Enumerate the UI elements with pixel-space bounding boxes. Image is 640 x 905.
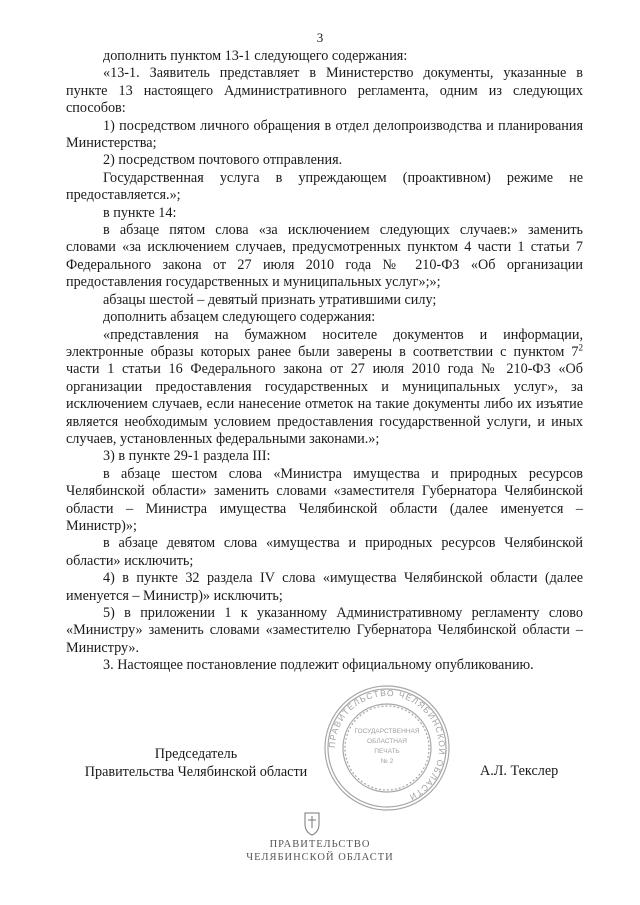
paragraph: 4) в пункте 32 раздела IV слова «имущества Челябинской области (далее именуется – Министр)» исключить; [66,570,583,604]
paragraph: 2) посредством почтового отправления. [103,152,343,169]
footer-organization [0,838,640,864]
stamp-outer-text: ПРАВИТЕЛЬСТВО ЧЕЛЯБИНСКОЙ ОБЛАСТИ [326,687,448,803]
paragraph: в абзаце пятом слова «за исключением следующих случаев:» заменить словами «за исключением случаев, предусмотренных пунктом 4 части 1 статьи 7 Федерального закона от 27 июля 2010 года № 210-ФЗ «Об организации предоставления государственных и муниципальных услуг»;»; [66,222,583,291]
signatory-title-line: Председатель [154,746,238,762]
text-segment: части 1 статьи 16 Федерального закона от 27 июля 2010 года № 210-ФЗ «Об организации предоставления государственных и муниципальных услуг», за исключением случаев, если нанесение отметок на такие документы либо их изъятие является необходимым условием предоставления государственной услуги, и иных случаев, установленных федеральными законами.»; [66,361,583,447]
signatory-title [66,745,326,781]
document-body [66,48,583,675]
paragraph: в абзаце шестом слова «Министра имущества и природных ресурсов Челябинской области» заменить словами «заместителя Губернатора Челябинской области – Министра имущества Челябинской области (далее именуется – Министр)»; [66,465,583,534]
stamp-inner-line: ПЕЧАТЬ [374,748,400,755]
paragraph: Государственная услуга в упреждающем (проактивном) режиме не предоставляется.»; [66,169,583,204]
svg-text:ПРАВИТЕЛЬСТВО ЧЕЛЯБИНСКОЙ ОБЛА [327,688,448,803]
paragraph: «13-1. Заявитель представляет в Министерство документы, указанные в пункте 13 настоящего Административного регламента, одним из следующих способов: [66,65,583,117]
signatory-title-line: Правительства Челябинской области [84,764,308,780]
official-seal-stamp [322,683,452,813]
paragraph: 3. Настоящее постановление подлежит официальному опубликованию. [103,657,534,674]
paragraph-with-superscript [66,327,583,449]
paragraph: в пункте 14: [103,204,177,221]
page-number: 3 [316,30,324,45]
paragraph: 1) посредством личного обращения в отдел делопроизводства и планирования Министерства; [66,117,583,152]
text-segment: «представления на бумажном носителе документов и информации, электронные образы которых ранее были заверены в соответствии с пунктом 7 [66,326,583,360]
footer-line: ПРАВИТЕЛЬСТВО [269,839,371,850]
superscript: 2 [578,342,583,353]
paragraph: дополнить пунктом 13-1 следующего содержания: [103,48,408,64]
stamp-inner-line: № 2 [380,758,394,765]
paragraph: 5) в приложении 1 к указанному Административному регламенту слово «Министру» заменить словами «заместителю Губернатора Челябинской области – Министру». [66,605,583,656]
stamp-inner-line: ОБЛАСТНАЯ [367,738,407,745]
paragraph: дополнить абзацем следующего содержания: [103,309,376,326]
footer-line: ЧЕЛЯБИНСКОЙ ОБЛАСТИ [246,852,394,863]
coat-of-arms-icon [297,808,327,838]
signatory-name: А.Л. Текслер [480,763,559,779]
stamp-inner-line: ГОСУДАРСТВЕННАЯ [354,728,420,735]
paragraph: в абзаце девятом слова «имущества и природных ресурсов Челябинской области» исключить; [66,535,583,569]
paragraph: 3) в пункте 29-1 раздела III: [103,448,271,465]
paragraph: абзацы шестой – девятый признать утратившими силу; [103,291,437,308]
